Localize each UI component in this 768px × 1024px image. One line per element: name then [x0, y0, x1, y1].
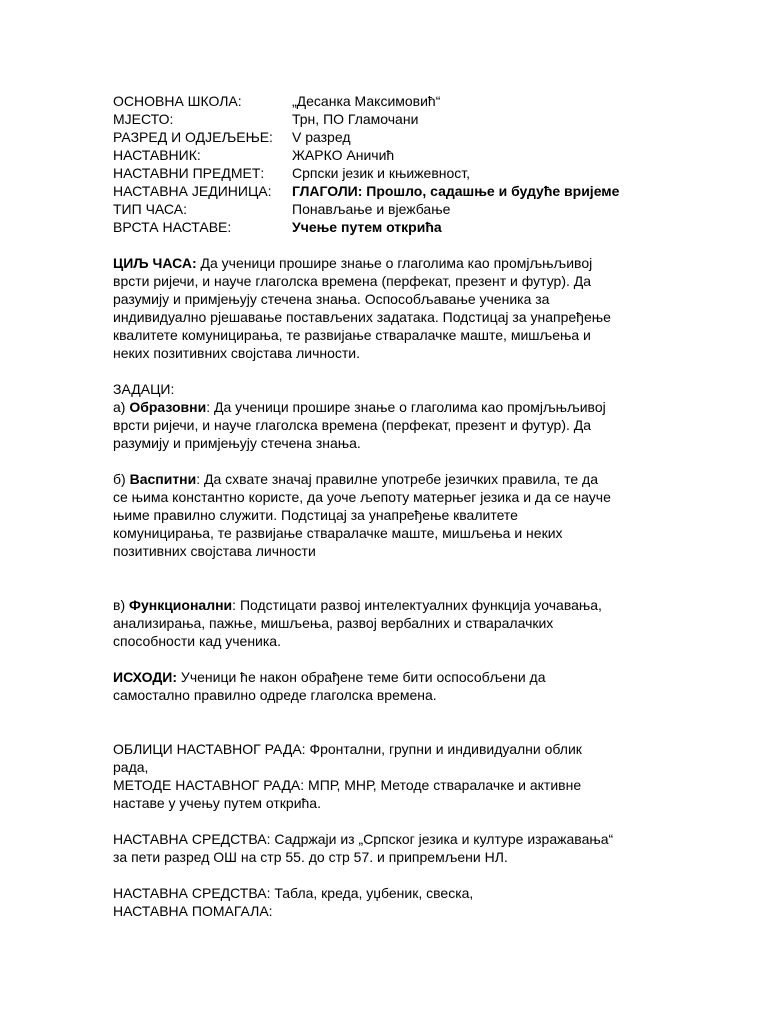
task-upbringing-paragraph [113, 470, 673, 560]
info-label: МЈЕСТО: [113, 111, 174, 127]
resources-text-line: за пети разред ОШ на стр 55. до стр 57. и припремљени НЛ. [113, 849, 508, 865]
aids-text-line: НАСТАВНА ПОМАГАЛА: [113, 903, 273, 919]
task-prefix: а) [113, 399, 130, 415]
info-row-teaching-kind [113, 218, 673, 236]
outcomes-text-line: Ученици ће након обрађене теме бити оспособљени да [177, 669, 546, 685]
info-value: Трн, ПО Гламочани [292, 111, 419, 127]
task-text-line: анализирања, пажње, мишљења, развој вербалних и стваралачких [113, 615, 554, 631]
goal-text-line: разумију и примјењују стечена знања. Оспособљавање ученика за [113, 291, 550, 307]
info-value: Понављање и вјежбање [292, 201, 451, 217]
lesson-info-block [113, 92, 673, 236]
info-row-place [113, 110, 673, 128]
task-text-line: позитивних својстава личности [113, 543, 316, 559]
info-label: ВРСТА НАСТАВЕ: [113, 219, 232, 235]
task-text-line: : Да схвате значај правилне употребе језичких правила, те да [196, 471, 598, 487]
goal-label: ЦИЉ ЧАСА: [113, 255, 197, 271]
task-prefix: б) [113, 471, 130, 487]
tasks-section [113, 380, 673, 452]
task-prefix: в) [113, 597, 129, 613]
resources-paragraph [113, 830, 673, 866]
info-value: Српски језик и књижевност, [292, 165, 471, 181]
info-label: НАСТАВНИ ПРЕДМЕТ: [113, 165, 265, 181]
info-row-school [113, 92, 673, 110]
task-label-educational: Образовни [129, 399, 207, 415]
info-value: ЖАРКО Аничић [292, 147, 395, 163]
goal-text-line: неких позитивних својстава личности. [113, 345, 361, 361]
task-text-line: комуницирања, те развијање стваралачке маште, мишљења и неких [113, 525, 563, 541]
task-text-line: разумију и примјењују стечена знања. [113, 435, 361, 451]
aids-text-line: НАСТАВНА СРЕДСТВА: Табла, креда, уџбеник, свеска, [113, 885, 474, 901]
task-text-line: : Да ученици прошире знање о глаголима као промјљњљивој [206, 399, 606, 415]
info-value: V разред [292, 129, 351, 145]
aids-paragraph [113, 884, 673, 920]
outcomes-text-line: самостално правилно одреде глаголска времена. [113, 687, 437, 703]
info-row-unit [113, 182, 673, 200]
forms-text-line: наставе у учењу путем открића. [113, 795, 321, 811]
task-text-line: њиме правилно служити. Подстицај за унапређење квалитете [113, 507, 518, 523]
task-text-line: : Подстицати развој интелектуалних функција уочавања, [232, 597, 602, 613]
forms-text-line: ОБЛИЦИ НАСТАВНОГ РАДА: Фронтални, групни и индивидуални облик [113, 741, 582, 757]
info-label: НАСТАВНА ЈЕДИНИЦА: [113, 183, 272, 199]
info-label: НАСТАВНИК: [113, 147, 201, 163]
task-label-upbringing: Васпитни [129, 471, 197, 487]
forms-text-line: МЕТОДЕ НАСТАВНОГ РАДА: МПР, МНР, Методе стваралачке и активне [113, 777, 582, 793]
info-row-lesson-type [113, 200, 673, 218]
lesson-goal-paragraph [113, 254, 673, 362]
outcomes-label: ИСХОДИ: [113, 669, 178, 685]
document-page [113, 92, 673, 920]
forms-text-line: рада, [113, 759, 149, 775]
outcomes-paragraph [113, 668, 673, 704]
info-label: РАЗРЕД И ОДЈЕЉЕЊЕ: [113, 129, 273, 145]
goal-text-line: Да ученици прошире знање о глаголима као промјљњљивој [196, 255, 593, 271]
info-row-teacher [113, 146, 673, 164]
info-label: ОСНОВНА ШКОЛА: [113, 93, 242, 109]
task-text-line: врсти ријечи, и науче глаголска времена (перфекат, презент и футур). Да [113, 417, 592, 433]
info-row-grade [113, 128, 673, 146]
task-label-functional: Функционални [129, 597, 233, 613]
tasks-heading: ЗАДАЦИ: [113, 381, 175, 397]
task-functional-paragraph [113, 596, 673, 650]
info-value: ГЛАГОЛИ: Прошло, садашње и будуће вријеме [292, 183, 620, 199]
info-value: Учење путем открића [292, 219, 442, 235]
task-text-line: се њима константно користе, да уоче љепоту матерњег језика и да се науче [113, 489, 611, 505]
resources-text-line: НАСТАВНА СРЕДСТВА: Садржаји из „Српског језика и културе изражавања“ [113, 831, 614, 847]
task-text-line: способности кад ученика. [113, 633, 281, 649]
info-row-subject [113, 164, 673, 182]
goal-text-line: индивидуално рјешавање постављених задатака. Подстицај за унапређење [113, 309, 611, 325]
info-label: ТИП ЧАСА: [113, 201, 187, 217]
goal-text-line: врсти ријечи, и науче глаголска времена (перфекат, презент и футур). Да [113, 273, 592, 289]
forms-methods-paragraph [113, 740, 673, 812]
goal-text-line: квалитете комуницирања, те развијање стваралачке маште, мишљења и [113, 327, 591, 343]
info-value: „Десанка Максимовић“ [292, 93, 441, 109]
